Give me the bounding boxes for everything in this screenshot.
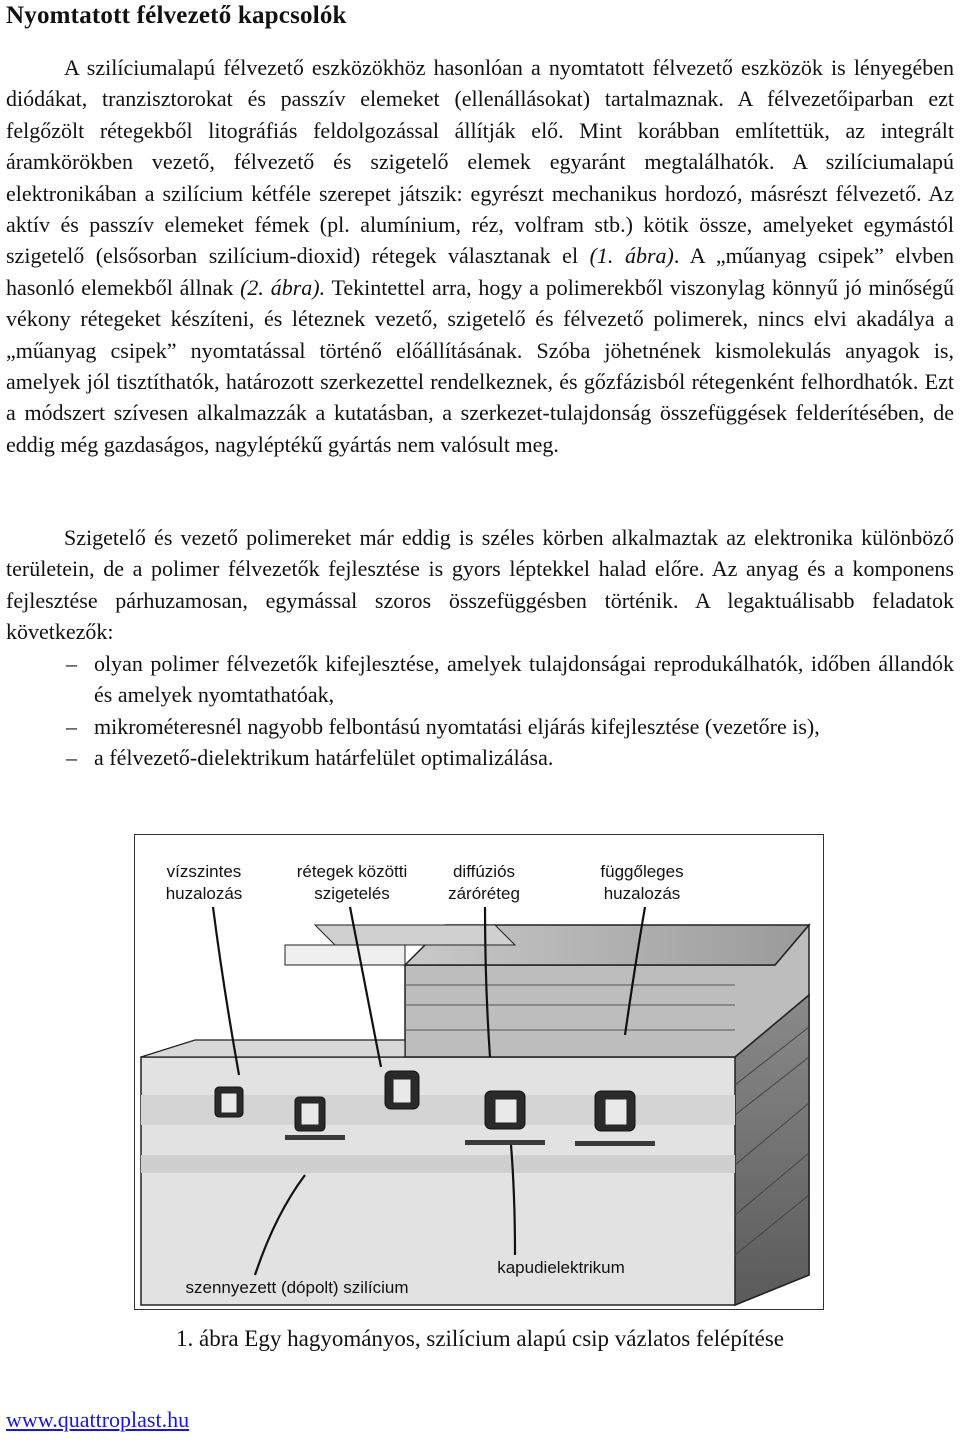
paragraph-segment: . A „műanyag csipek” elvben hasonló elemekből állnak [6, 243, 955, 300]
task-list [6, 648, 954, 774]
label-interlayer-insulation: rétegek közötti szigetelés [296, 862, 408, 903]
figure-reference: (2. ábra). [240, 274, 326, 300]
page-title: Nyomtatott félvezető kapcsolók [6, 2, 347, 29]
task-text: mikrométeresnél nagyobb felbontású nyomtatási eljárás kifejlesztése (vezetőre is), [94, 713, 820, 739]
label-vertical-wiring: függőleges huzalozás [600, 862, 684, 903]
chip-structure-figure [134, 834, 824, 1310]
list-item [6, 648, 954, 711]
paragraph-intro-text [6, 52, 954, 460]
label-doped-silicon: szennyezett (dópolt) szilícium [185, 1278, 409, 1297]
figure-reference: (1. ábra) [589, 243, 674, 269]
list-item [6, 711, 954, 742]
paragraph-tasks-intro [6, 522, 954, 648]
list-dash: – [66, 651, 77, 676]
paragraph-segment: A szilíciumalapú félvezető eszközökhöz hasonlóan a nyomtatott félvezető eszközök is lényegében diódákat, tranzisztorokat és passzív elemeket (ellenállásokat) tartalmaznak. A félvezetőiparban ezt felgőzölt rétegekből litográfiás feldolgozással állítják elő. Mint korábban említettük, az integrált áramkörökben vezető, félvezető és szigetelő elemek egyaránt megtalálhatók. A szilíciumalapú elektronikában a szilícium kétféle szerepet játszik: egyrészt mechanikus hordozó, másrészt félvezető. Az aktív és passzív elemeket fémek (pl. alumínium, réz, volfram stb.) kötik össze, amelyeket egymástól szigetelő (elsősorban szilícium-dioxid) rétegek választanak el [6, 55, 954, 269]
label-horizontal-wiring: vízszintes huzalozás [165, 862, 243, 903]
list-dash: – [66, 745, 77, 771]
list-dash: – [66, 713, 77, 739]
label-diffusion-barrier: diffúziós záróréteg [448, 862, 520, 903]
list-item [6, 742, 954, 773]
footer-link[interactable]: www.quattroplast.hu [6, 1407, 190, 1432]
figure-caption: 1. ábra Egy hagyományos, szilícium alapú csip vázlatos felépítése [175, 1326, 785, 1351]
paragraph-intro [6, 52, 954, 460]
paragraph-tasks-intro-text: Szigetelő és vezető polimereket már eddig is széles körben alkalmaztak az elektronika különböző területein, de a polimer félvezetők fejlesztése is gyors léptekkel halad előre. Az anyag és a komponens fejlesztése párhuzamosan, egymással szoros összefüggésben történik. A legaktuálisabb feladatok következők: [6, 525, 954, 645]
task-text: olyan polimer félvezetők kifejlesztése, amelyek tulajdonságai reprodukálhatók, időben állandók és amelyek nyomtathatóak, [94, 651, 954, 708]
task-text: a félvezető-dielektrikum határfelület optimalizálása. [94, 745, 554, 771]
paragraph-segment: Tekintettel arra, hogy a polimerekből viszonylag könnyű jó minőségű vékony rétegeket készíteni, és léteznek vezető, szigetelő és félvezető polimerek, nincs elvi akadálya a „műanyag csipek” nyomtatással történő előállításának. Szóba jöhetnének kismolekulás anyagok is, amelyek jól tisztíthatók, határozott szerkezettel rendelkeznek, és gőzfázisból rétegenként felhordhatók. Ezt a módszert szívesen alkalmazzák a kutatásban, a szerkezet-tulajdonság összefüggések felderítésében, de eddig még gazdaságos, nagyléptékű gyártás nem valósult meg. [6, 274, 955, 457]
chip-cross-section-drawing [135, 835, 825, 1311]
label-gate-dielectric: kapudielektrikum [497, 1258, 625, 1277]
